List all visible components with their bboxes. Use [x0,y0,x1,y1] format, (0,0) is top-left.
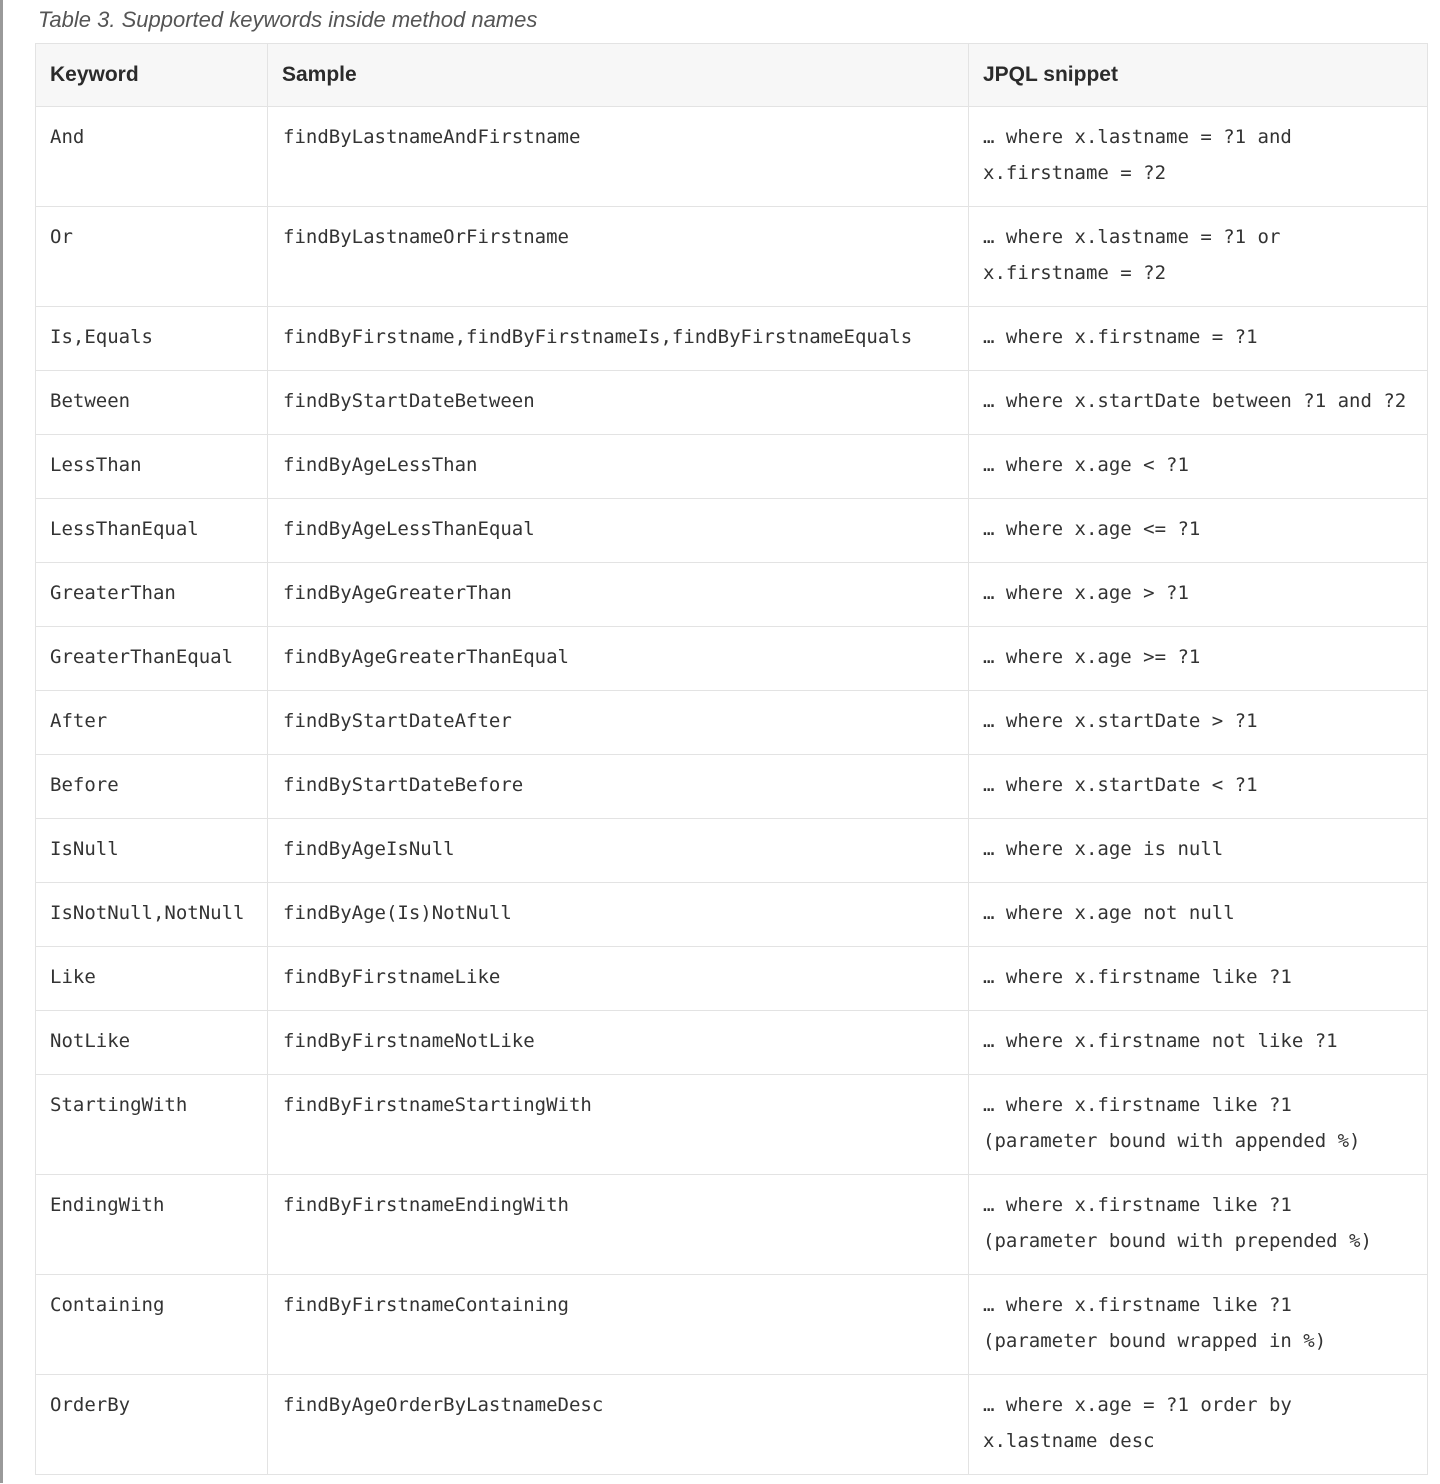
cell-sample: findByAgeGreaterThan [268,563,969,627]
table-row [36,207,1428,307]
table-caption: Table 3. Supported keywords inside method names [38,7,538,32]
cell-sample: findByLastnameOrFirstname [268,207,969,307]
cell-jpql: … where x.firstname like ?1 [969,947,1428,1011]
cell-keyword: Is,Equals [36,307,268,371]
cell-jpql: … where x.age < ?1 [969,435,1428,499]
cell-jpql: … where x.age not null [969,883,1428,947]
table-row [36,755,1428,819]
cell-keyword: StartingWith [36,1075,268,1175]
table-row [36,563,1428,627]
table-row [36,1011,1428,1075]
cell-keyword: NotLike [36,1011,268,1075]
cell-jpql: … where x.age is null [969,819,1428,883]
cell-keyword: Or [36,207,268,307]
keywords-table [35,43,1428,1475]
header-jpql-snippet: JPQL snippet [969,44,1428,107]
cell-jpql: … where x.firstname like ?1 (parameter bound with appended %) [969,1075,1428,1175]
table-row [36,819,1428,883]
cell-sample: findByFirstname,findByFirstnameIs,findByFirstnameEquals [268,307,969,371]
cell-sample: findByStartDateAfter [268,691,969,755]
table-row [36,691,1428,755]
cell-sample: findByStartDateBefore [268,755,969,819]
table-row [36,627,1428,691]
table-row [36,435,1428,499]
cell-sample: findByAgeLessThanEqual [268,499,969,563]
cell-jpql: … where x.firstname like ?1 (parameter bound with prepended %) [969,1175,1428,1275]
cell-keyword: Containing [36,1275,268,1375]
cell-jpql: … where x.age <= ?1 [969,499,1428,563]
cell-sample: findByStartDateBetween [268,371,969,435]
cell-sample: findByAgeOrderByLastnameDesc [268,1375,969,1475]
header-keyword: Keyword [36,44,268,107]
cell-keyword: EndingWith [36,1175,268,1275]
cell-jpql: … where x.startDate < ?1 [969,755,1428,819]
cell-jpql: … where x.startDate between ?1 and ?2 [969,371,1428,435]
table-row [36,1175,1428,1275]
cell-keyword: LessThanEqual [36,499,268,563]
cell-keyword: IsNotNull,NotNull [36,883,268,947]
table-header-row [36,44,1428,107]
left-edge-border [0,0,3,1483]
cell-keyword: IsNull [36,819,268,883]
cell-jpql: … where x.firstname = ?1 [969,307,1428,371]
cell-keyword: GreaterThan [36,563,268,627]
table-row [36,107,1428,207]
cell-jpql: … where x.startDate > ?1 [969,691,1428,755]
cell-keyword: Before [36,755,268,819]
cell-jpql: … where x.lastname = ?1 and x.firstname = ?2 [969,107,1428,207]
cell-keyword: GreaterThanEqual [36,627,268,691]
cell-sample: findByAgeIsNull [268,819,969,883]
table-row [36,1375,1428,1475]
cell-keyword: After [36,691,268,755]
table-row [36,1075,1428,1175]
table-row [36,307,1428,371]
cell-sample: findByFirstnameNotLike [268,1011,969,1075]
cell-sample: findByLastnameAndFirstname [268,107,969,207]
cell-sample: findByAge(Is)NotNull [268,883,969,947]
cell-jpql: … where x.age = ?1 order by x.lastname desc [969,1375,1428,1475]
table-row [36,1275,1428,1375]
cell-jpql: … where x.age > ?1 [969,563,1428,627]
table-row [36,883,1428,947]
cell-jpql: … where x.firstname not like ?1 [969,1011,1428,1075]
table-row [36,947,1428,1011]
cell-sample: findByAgeLessThan [268,435,969,499]
header-sample: Sample [268,44,969,107]
table-row [36,499,1428,563]
cell-keyword: And [36,107,268,207]
cell-keyword: LessThan [36,435,268,499]
table-row [36,371,1428,435]
cell-jpql: … where x.firstname like ?1 (parameter bound wrapped in %) [969,1275,1428,1375]
cell-sample: findByFirstnameLike [268,947,969,1011]
cell-sample: findByAgeGreaterThanEqual [268,627,969,691]
cell-jpql: … where x.lastname = ?1 or x.firstname = ?2 [969,207,1428,307]
cell-keyword: OrderBy [36,1375,268,1475]
cell-sample: findByFirstnameEndingWith [268,1175,969,1275]
cell-jpql: … where x.age >= ?1 [969,627,1428,691]
cell-sample: findByFirstnameContaining [268,1275,969,1375]
cell-keyword: Between [36,371,268,435]
cell-sample: findByFirstnameStartingWith [268,1075,969,1175]
cell-keyword: Like [36,947,268,1011]
